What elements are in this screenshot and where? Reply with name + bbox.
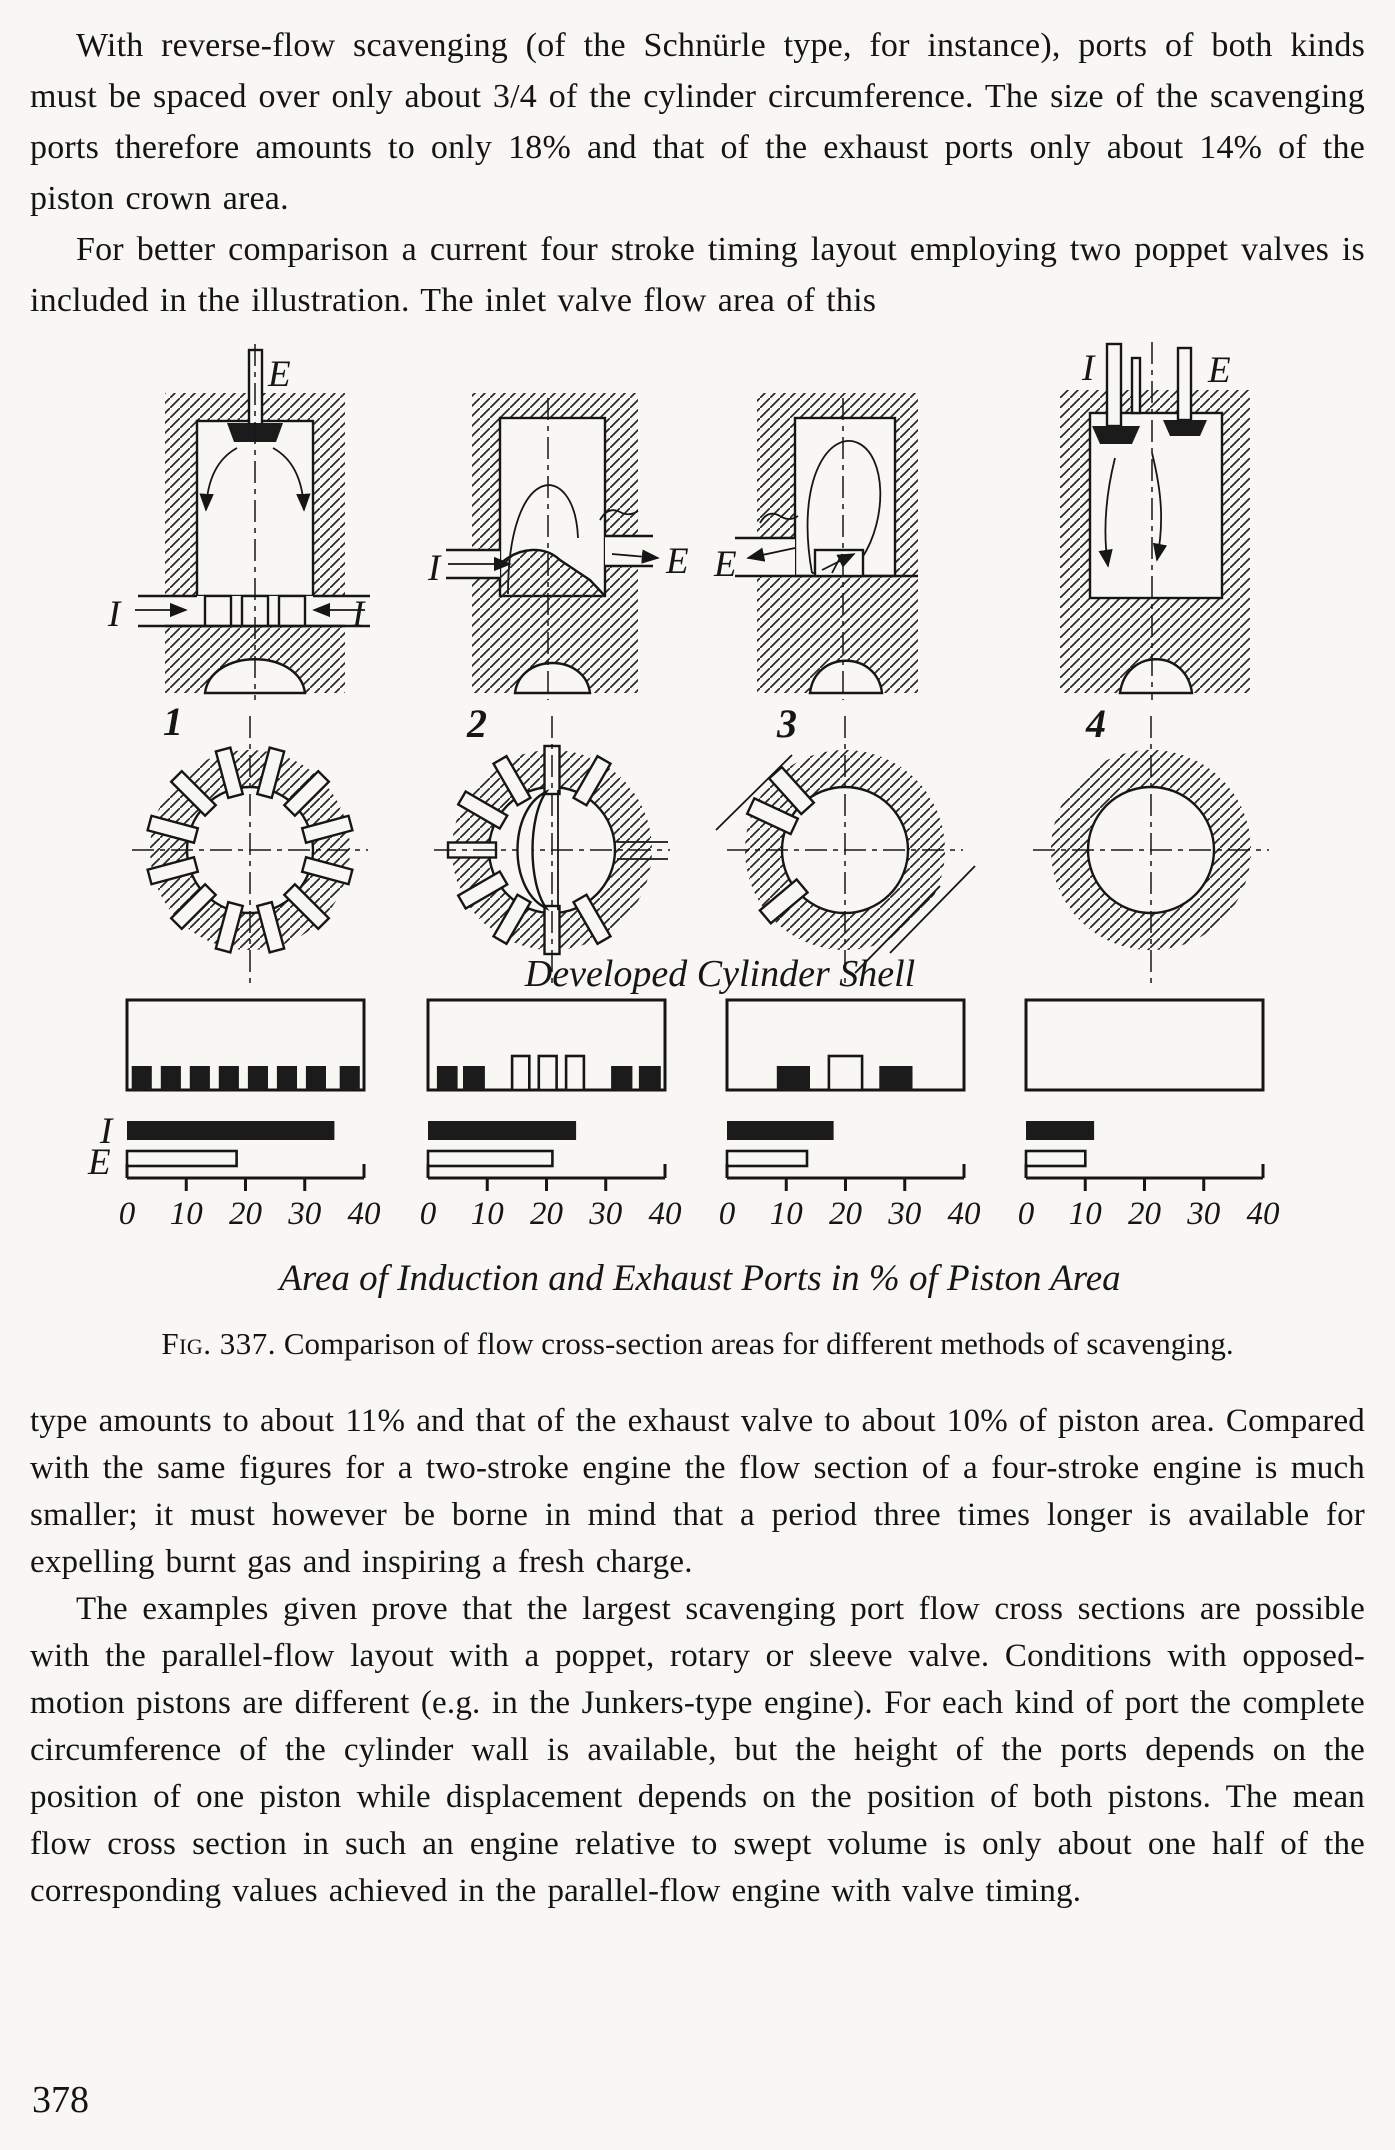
open-port xyxy=(539,1056,557,1090)
exhaust-label: E xyxy=(666,541,689,582)
section-4-four-stroke-drawing xyxy=(1060,342,1250,700)
figure-caption xyxy=(30,1326,1365,1362)
cylinder-section-ring xyxy=(727,716,963,984)
x-tick-label: 20 xyxy=(829,1196,862,1232)
x-axis-title: Area of Induction and Exhaust Ports in % of Piston Area xyxy=(279,1258,1121,1299)
shell-panel xyxy=(719,1000,981,1232)
shell-title: Developed Cylinder Shell xyxy=(524,953,916,995)
x-tick-label: 30 xyxy=(888,1196,922,1232)
x-tick-label: 30 xyxy=(288,1196,322,1232)
section-number: 1 xyxy=(163,699,183,744)
section-number: 2 xyxy=(467,701,487,746)
closed-port xyxy=(248,1066,268,1090)
exhaust-bar-label: E xyxy=(88,1142,111,1183)
induction-bar xyxy=(1026,1121,1094,1140)
x-tick-label: 30 xyxy=(589,1196,623,1232)
closed-port xyxy=(190,1066,210,1090)
exhaust-bar xyxy=(428,1151,552,1166)
section-number: 3 xyxy=(777,701,797,746)
x-tick-label: 0 xyxy=(419,1196,437,1232)
closed-port xyxy=(463,1066,485,1090)
closed-port xyxy=(219,1066,239,1090)
bottom-text-block xyxy=(30,1398,1365,1915)
closed-port xyxy=(161,1066,181,1090)
x-tick-label: 40 xyxy=(1246,1196,1280,1232)
closed-port xyxy=(277,1066,297,1090)
closed-port xyxy=(611,1066,632,1090)
x-tick-label: 20 xyxy=(530,1196,563,1232)
open-port xyxy=(829,1056,862,1090)
open-port xyxy=(512,1056,529,1090)
paragraph: The examples given prove that the largest scavenging port flow cross sections are possible with the parallel-flow layout with a poppet, rotary or sleeve valve. Conditions with opposed-motion pistons are different (e.g. in the Junkers-type engine). For each kind of port the complete circumference of the cylinder wall is available, but the height of the ports depends on the position of one piston while displacement depends on the position of both pistons. The mean flow cross section in such an engine relative to swept volume is only about one half of the corresponding values achieved in the parallel-flow engine with valve timing. xyxy=(30,1591,1365,1909)
section-number: 4 xyxy=(1086,701,1106,746)
shell-panel xyxy=(1018,1000,1280,1232)
cylinder-section-ring xyxy=(132,716,368,984)
inlet-label: I xyxy=(1082,348,1095,389)
cylinder-section-ring xyxy=(1033,716,1269,984)
section-3-reverse-flow-drawing xyxy=(713,393,918,700)
x-tick-label: 40 xyxy=(347,1196,381,1232)
inlet-label: I xyxy=(428,548,441,589)
figure-337-illustration xyxy=(30,336,1365,1336)
x-tick-label: 10 xyxy=(470,1196,504,1232)
circular-sections xyxy=(132,716,1269,984)
exhaust-label: E xyxy=(268,354,291,395)
figure-caption-label: Fig. 337. xyxy=(161,1326,277,1361)
closed-port xyxy=(639,1066,661,1090)
cylinder-section-ring xyxy=(434,716,670,984)
section-2-cross-flow-drawing xyxy=(427,393,689,700)
induction-bar xyxy=(727,1121,834,1140)
inlet-label: I xyxy=(352,594,365,635)
exhaust-bar xyxy=(727,1151,807,1166)
x-tick-label: 40 xyxy=(947,1196,981,1232)
closed-port xyxy=(132,1066,152,1090)
inlet-bar-label: I xyxy=(100,1111,113,1152)
x-tick-label: 10 xyxy=(169,1196,203,1232)
x-tick-label: 20 xyxy=(1128,1196,1161,1232)
exhaust-bar xyxy=(1026,1151,1085,1166)
inlet-label: I xyxy=(108,594,121,635)
closed-port xyxy=(306,1066,326,1090)
top-text-block xyxy=(30,20,1365,326)
paragraph: type amounts to about 11% and that of the exhaust valve to about 10% of piston area. Compared with the same figures for a two-stroke engine the flow section of a four-stroke engine is much smaller; it must however be borne in mind that a period three times longer is available for expelling burnt gas and inspiring a fresh charge. xyxy=(30,1403,1365,1580)
shell-panel xyxy=(420,1000,682,1232)
paragraph: With reverse-flow scavenging (of the Schnürle type, for instance), ports of both kinds must be spaced over only about 3/4 of the cylinder circumference. The size of the scavenging ports therefore amounts to only 18% and that of the exhaust ports only about 14% of the piston crown area. xyxy=(30,27,1365,217)
closed-port xyxy=(777,1066,810,1090)
closed-port xyxy=(340,1066,360,1090)
page-number: 378 xyxy=(32,2079,89,2121)
x-tick-label: 40 xyxy=(648,1196,682,1232)
section-1-parallel-flow-drawing xyxy=(107,344,370,700)
open-port xyxy=(566,1056,584,1090)
closed-port xyxy=(437,1066,458,1090)
x-tick-label: 0 xyxy=(1017,1196,1035,1232)
induction-bar xyxy=(127,1121,334,1140)
developed-shell-charts xyxy=(119,1000,1280,1232)
exhaust-label: E xyxy=(1208,350,1231,391)
x-tick-label: 10 xyxy=(769,1196,803,1232)
exhaust-label: E xyxy=(714,544,737,585)
figure-caption-text: Comparison of flow cross-section areas for different methods of scavenging. xyxy=(283,1326,1234,1361)
closed-port xyxy=(879,1066,912,1090)
shell-panel xyxy=(119,1000,381,1232)
x-tick-label: 20 xyxy=(229,1196,262,1232)
exhaust-bar xyxy=(127,1151,237,1166)
induction-bar xyxy=(428,1121,576,1140)
x-tick-label: 30 xyxy=(1187,1196,1221,1232)
x-tick-label: 10 xyxy=(1068,1196,1102,1232)
x-tick-label: 0 xyxy=(118,1196,136,1232)
x-tick-label: 0 xyxy=(718,1196,736,1232)
paragraph: For better comparison a current four stroke timing layout employing two poppet valves is included in the illustration. The inlet valve flow area of this xyxy=(30,231,1365,319)
